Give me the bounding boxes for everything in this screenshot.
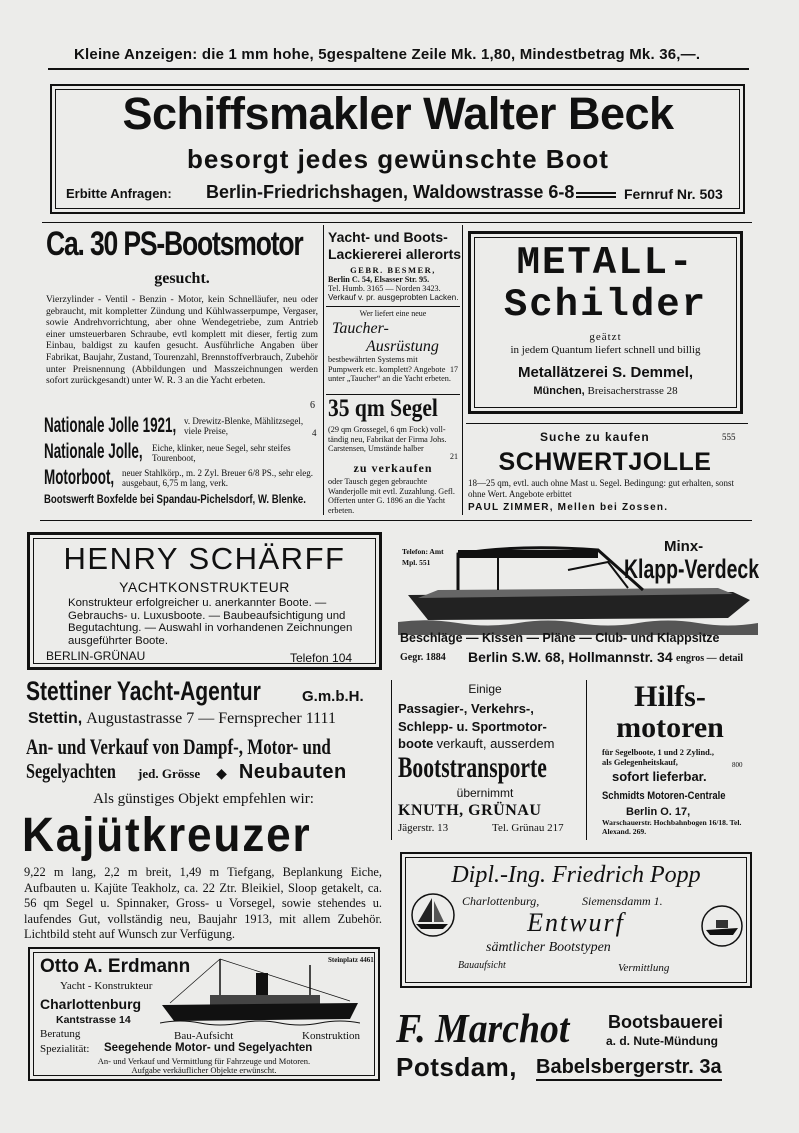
metall-addr-city: München,: [533, 385, 585, 397]
row2-divider-2: [462, 225, 463, 515]
jolle-footer: Bootswerft Boxfelde bei Spandau-Pichelsdorf, W. Blenke.: [44, 492, 306, 506]
erdmann-tel: Steinplatz 4461: [328, 956, 374, 964]
schwertjolle-num: 555: [722, 432, 736, 442]
stettiner-gmbh: G.m.b.H.: [302, 688, 364, 705]
rate-line: Kleine Anzeigen: die 1 mm hohe, 5gespaltene Zeile Mk. 1,80, Mindestbetrag Mk. 36,—.: [74, 46, 701, 63]
beck-subtitle: besorgt jedes gewünschte Boot: [187, 144, 609, 174]
metall-firm: Metallätzerei S. Demmel,: [517, 364, 694, 381]
ship-rigging: [220, 959, 350, 1001]
knuth-tel: Tel. Grünau 217: [492, 822, 564, 834]
metall-title-1: METALL-: [516, 241, 695, 285]
lackiererei-title-2: Lackiererei allerorts: [328, 246, 462, 262]
taucher-num: 17: [450, 365, 458, 374]
steamship-illustration: [160, 955, 360, 1030]
lackiererei-rule: [326, 306, 460, 307]
verdeck-line-1: Beschläge — Kissen — Pläne — Club- und Klappsitze: [400, 631, 720, 645]
stettiner-segelyachten: Segelyachten: [26, 759, 116, 783]
verdeck-tel: Telefon: Amt Mpl. 551: [402, 547, 444, 567]
hilfs-firm: Schmidts Motoren-Centrale: [602, 790, 726, 802]
metall-addr: [474, 385, 737, 397]
bootsmotor-body: Vierzylinder - Ventil - Benzin - Motor, kein Schnelläufer, neu oder gebraucht, mit kompletter Zündung und Kühlwasserpumpe, Vergaser, sowie Andrehvorrichtung, aber ohne Wendegetriebe, zum Antrieb einer umsteuerbaren Schraube, evtl komplett mit dieser, fertig zum Einbau, baldigst zu kaufen gesucht. Ausführliche Angaben über Fabrikat, Baujahr, Zustand, Tourenzahl, Brennstoffverbrauch, Zubehör unter Preisnennung (Abbildungen und Masszeichnungen werden sofort zurückgesandt) unter W. R. 3 an die Yacht erbeten.: [46, 294, 318, 387]
diamond-icon: ◆: [216, 767, 227, 782]
stettiner-groesse: jed. Grösse: [138, 766, 201, 781]
boat-windshield: [568, 562, 628, 588]
erdmann-row1c: Konstruktion: [302, 1030, 361, 1042]
erdmann-spec: Seegehende Motor- und Segelyachten: [104, 1042, 313, 1054]
hilfs-title-2: motoren: [616, 711, 724, 744]
popp-l1: sämtlicher Bootstypen: [486, 940, 611, 955]
jolle-1-title: Nationale Jolle 1921,: [44, 414, 177, 437]
erdmann-street: Kantstrasse 14: [56, 1014, 131, 1026]
lackiererei-title-1: Yacht- und Boots-: [328, 229, 448, 245]
hilfs-l2: als Gelegenheitskauf,: [602, 758, 678, 767]
hilfs-title-1: Hilfs-: [634, 680, 706, 713]
ship-funnel: [256, 973, 268, 997]
knuth-l5: übernimmt: [456, 786, 514, 800]
knuth-left-divider: [391, 680, 392, 840]
beck-contact-prefix: Erbitte Anfragen:: [66, 186, 172, 201]
top-rule: [48, 68, 749, 70]
bootsmotor-num: 6: [310, 400, 315, 411]
popp-l2a: Bauaufsicht: [458, 960, 506, 971]
popp-l2b: Vermittlung: [618, 962, 670, 974]
beck-double-rule: [576, 192, 616, 198]
taucher-title-2: Ausrüstung: [366, 338, 439, 355]
lackiererei-note: Verkauf v. pr. ausgeprobten Lacken.: [328, 293, 459, 302]
stettiner-body: 9,22 m lang, 2,2 m breit, 1,49 m Tiefgang, Beplankung Eiche, Aufbauten u. Kajüte Teakholz, ca. 22 Ztr. Bleikiel, Sloop getakelt, ca. 56 qm Segel u. Spinnaker, Gross- u Vorsegel, sowie stehendes u. laufendes Gut, vollständig neu, Baujahr 1913, mit allem Zubehör. Lichtbild steht auf Wunsch zur Verfügung.: [24, 865, 382, 941]
erdmann-name: Otto A. Erdmann: [40, 956, 191, 977]
scharff-role: YACHTKONSTRUKTEUR: [119, 579, 290, 595]
erdmann-row1b: Bau-Aufsicht: [174, 1030, 234, 1042]
hilfs-l1: für Segelboote, 1 und 2 Zylind.,: [602, 748, 714, 757]
metall-title-2: Schilder: [503, 283, 708, 327]
hilfs-l3: sofort lieferbar.: [612, 769, 707, 784]
motorboot-text: neuer Stahlkörp., m. 2 Zyl. Breuer 6/8 PS., sehr eleg. ausgebaut, 6,75 m lang, verk.: [122, 468, 313, 488]
knuth-addr: Jägerstr. 13: [398, 822, 449, 834]
verdeck-engros: engros — detail: [676, 653, 744, 664]
scharff-body: Konstrukteur erfolgreicher u. anerkannter Boote. — Gebrauchs- u. Luxusboote. — Baubeaufsichtigung und Begutachtung. — Auswahl in vorhandenen Zeichnungen ausgeführter Boote.: [68, 597, 353, 647]
erdmann-l2: Aufgabe verkäuflicher Objekte erwünscht.: [131, 1065, 277, 1075]
schwertjolle-top-rule: [466, 423, 748, 424]
hilfs-city: Berlin O. 17,: [626, 806, 691, 818]
jolle-2-title: Nationale Jolle,: [44, 440, 143, 463]
schwertjolle-sig: PAUL ZIMMER, Mellen bei Zossen.: [468, 502, 669, 513]
knuth-verkauft: verkauft, ausserdem: [436, 736, 555, 751]
knuth-l2: Passagier-, Verkehrs-,: [398, 701, 534, 716]
metall-sub-2: in jedem Quantum liefert schnell und billig: [510, 344, 701, 356]
segel-sub: zu verkaufen: [353, 461, 433, 475]
verdeck-gegr: Gegr. 1884: [400, 652, 446, 663]
popp-street: Siemensdamm 1.: [582, 894, 663, 908]
knuth-firm: KNUTH, GRÜNAU: [398, 802, 542, 819]
stettiner-line-2: An- und Verkauf von Dampf-, Motor- und: [26, 734, 331, 759]
beck-address: Berlin-Friedrichshagen, Waldowstrasse 6-8: [206, 182, 575, 202]
lackiererei-addr: Berlin C. 54, Elsasser Str. 95.: [328, 275, 430, 284]
popp-city: Charlottenburg,: [462, 894, 540, 908]
marchot-city: Potsdam,: [396, 1052, 518, 1082]
beck-title: Schiffsmakler Walter Beck: [122, 88, 674, 139]
bootsmotor-subtitle: gesucht.: [154, 270, 210, 287]
stettiner-line-4: Als günstiges Objekt empfehlen wir:: [93, 791, 314, 807]
segel-body: (29 qm Grossegel, 6 qm Fock) voll-tändig neu, Fabrikat der Firma Johs. Carstensen, Umstände halber: [328, 425, 447, 454]
popp-name: Dipl.-Ing. Friedrich Popp: [451, 862, 701, 888]
ship-superstructure: [210, 995, 320, 1005]
ship-water: [160, 1021, 360, 1025]
boat-canopy-top: [458, 550, 598, 558]
lackiererei-firm: GEBR. BESMER,: [350, 265, 436, 275]
segel-title: 35 qm Segel: [328, 395, 438, 422]
ship-hull: [162, 1003, 358, 1021]
jolle-2-text: Eiche, klinker, neue Segel, sehr steifes Tourenboot,: [152, 443, 291, 463]
knuth-l3: Schlepp- u. Sportmotor-: [398, 719, 547, 734]
scharff-tel: Telefon 104: [290, 651, 353, 665]
schwertjolle-title: SCHWERTJOLLE: [498, 448, 712, 476]
taucher-intro: Wer liefert eine neue: [359, 309, 427, 318]
motorboot-title: Motorboot,: [44, 466, 115, 489]
segel-num: 21: [450, 452, 458, 461]
row2-divider-1: [323, 225, 324, 515]
erdmann-role: Yacht - Konstrukteur: [60, 980, 153, 992]
stettiner-city: Stettin,: [28, 710, 83, 727]
beck-phone: Fernruf Nr. 503: [624, 186, 723, 202]
marchot-side-1: Bootsbauerei: [608, 1012, 724, 1032]
bootsmotor-title: Ca. 30 PS-Bootsmotor: [46, 225, 303, 263]
verdeck-addr: Berlin S.W. 68, Hollmannstr. 34: [468, 649, 673, 665]
marchot-name: F. Marchot: [396, 1005, 570, 1051]
marchot-street: Babelsbergerstr. 3a: [536, 1056, 722, 1081]
schwertjolle-body: 18—25 qm, evtl. auch ohne Mast u. Segel. Bedingung: gut erhalten, sonst ohne Wert. Angebote erbittet: [468, 478, 734, 499]
row3-top-rule: [40, 520, 752, 521]
stettiner-line-1: [28, 710, 336, 728]
stettiner-kajuetkreuzer: Kajütkreuzer: [22, 809, 312, 862]
hilfs-addr: Warschauerstr. Hochbahnbogen 16/18. Tel. Alexand. 269.: [602, 818, 742, 836]
verdeck-title-1: Minx-: [664, 538, 704, 555]
knuth-boote: boote: [398, 736, 434, 751]
scharff-city: BERLIN-GRÜNAU: [46, 649, 146, 663]
stettiner-neubauten: Neubauten: [238, 761, 347, 783]
scharff-name: HENRY SCHÄRFF: [63, 541, 346, 576]
segel-body-2: oder Tausch gegen gebrauchte Wanderjolle mit evtl. Zuzahlung. Gefl. Offerten unter G. 1896 an die Yacht erbeten.: [328, 477, 455, 515]
metall-sub-1: geätzt: [589, 331, 622, 343]
verdeck-title-2: Klapp-Verdeck: [624, 554, 760, 584]
schwertjolle-intro: Suche zu kaufen: [540, 430, 650, 444]
jolle-1-num: 4: [312, 428, 317, 438]
erdmann-row1a: Beratung: [40, 1028, 81, 1040]
popp-entwurf: Entwurf: [527, 908, 625, 937]
knuth-right-divider: [586, 680, 587, 840]
erdmann-l1: An- und Verkauf und Vermittlung für Fahrzeuge und Motoren.: [97, 1056, 311, 1066]
erdmann-spec-label: Spezialität:: [40, 1043, 90, 1055]
stettiner-street: Augustastrasse 7 — Fernsprecher 1111: [86, 710, 336, 727]
taucher-title-1: Taucher-: [332, 320, 389, 337]
erdmann-city: Charlottenburg: [40, 996, 142, 1012]
knuth-l1: Einige: [468, 682, 502, 696]
stettiner-title: Stettiner Yacht-Agentur: [26, 676, 261, 706]
hilfs-l2-num: 800: [732, 761, 743, 769]
stettiner-line-3: [26, 759, 347, 784]
lackiererei-tel: Tel. Humb. 3165 — Norden 3423.: [328, 284, 441, 293]
jolle-1-text: v. Drewitz-Blenke, Mählitzsegel, viele Preise,: [184, 416, 304, 436]
knuth-bootstransporte: Bootstransporte: [398, 751, 547, 784]
marchot-side-2: a. d. Nute-Mündung: [606, 1034, 718, 1048]
taucher-body: bestbewährten Systems mit Pumpwerk etc. komplett? Angebote unter „Taucher“ an die Yacht erbeten.: [328, 355, 451, 384]
metall-addr-street: Breisacherstrasse 28: [587, 385, 678, 397]
